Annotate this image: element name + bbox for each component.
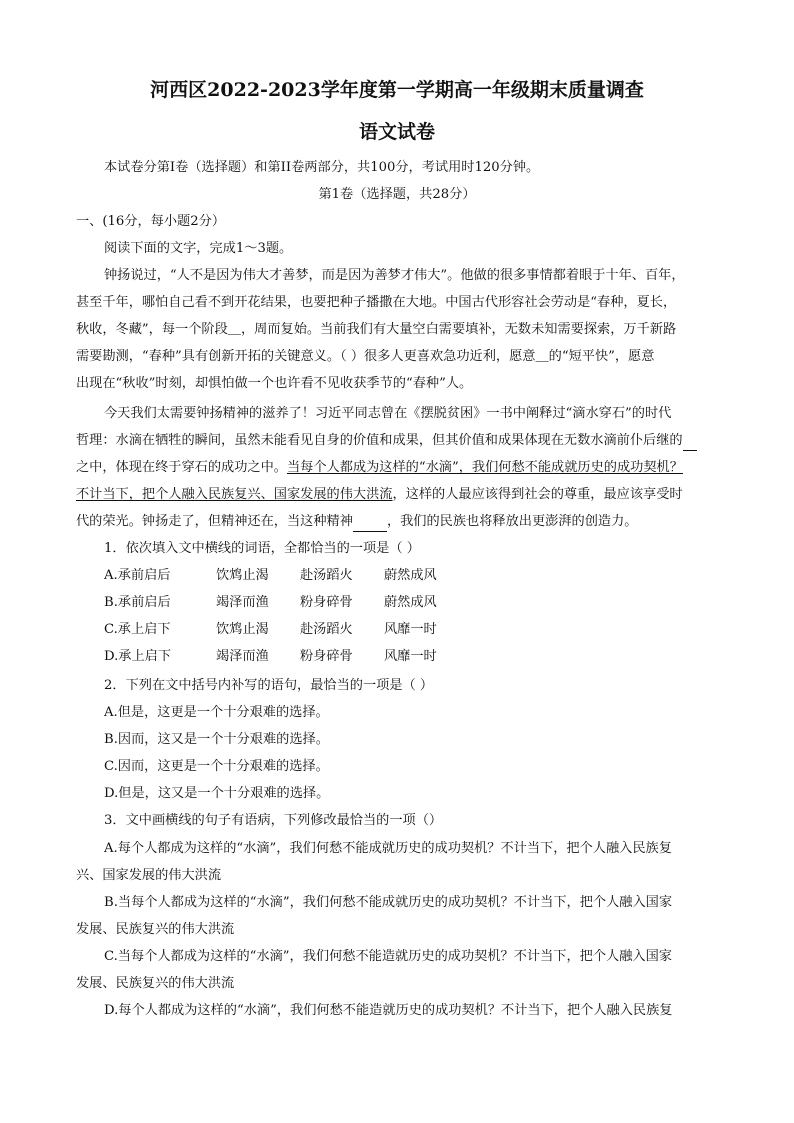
passage-p1-line2: 甚至千年，哪怕自己看不到开花结果，也要把种子播撒在大地。中国古代形容社会劳动是“春种，夏长， xyxy=(76,295,677,310)
passage-p2-line5-text-a: 代的荣光。钟扬走了，但精神还在，当这种精神 xyxy=(76,514,353,529)
q1-b-col4: 蔚然成风 xyxy=(384,595,437,610)
q1-a-col2: 饮鸩止渴 xyxy=(216,568,269,583)
q2-option-b: B.因而，这又是一个十分艰难的选择。 xyxy=(104,732,329,747)
exam-note: 本试卷分第I卷（选择题）和第II卷两部分，共100分，考试用时120分钟。 xyxy=(104,160,540,175)
q1-a-col3: 赴汤蹈火 xyxy=(300,568,353,583)
q1-d-col2: 竭泽而渔 xyxy=(216,649,269,664)
q1-a-col1: A.承前启后 xyxy=(104,568,171,583)
passage-p1-line3: 秋收，冬藏”，每一个阶段＿，周而复始。当前我们有大量空白需要填补，无数未知需要探索，万千新路 xyxy=(76,322,677,337)
fill-blank xyxy=(683,432,697,451)
passage-p2-line2 xyxy=(76,432,697,451)
q1-b-col3: 粉身碎骨 xyxy=(300,595,353,610)
q1-a-col4: 蔚然成风 xyxy=(384,568,437,583)
q1-c-col1: C.承上启下 xyxy=(104,622,171,637)
q1-d-col1: D.承上启下 xyxy=(104,649,172,664)
q2-option-d: D.但是，这又是一个十分艰难的选择。 xyxy=(104,786,330,801)
q1-stem: 1．依次填入文中横线的词语，全都恰当的一项是（ ） xyxy=(104,541,420,556)
passage-p2-line4-text: ，这样的人最应该得到社会的尊重，最应该享受时 xyxy=(392,487,683,502)
passage-p2-line3-text: 之中，体现在终于穿石的成功之中。 xyxy=(76,460,287,475)
q2-option-c: C.因而，这更是一个十分艰难的选择。 xyxy=(104,759,329,774)
underlined-sentence-part1: 当每个人都成为这样的“水滴”，我们何愁不能成就历史的成功契机？ xyxy=(287,460,683,475)
q3-option-d-line1: D.每个人都成为这样的“水滴”，我们何愁不能造就历史的成功契机？不计当下，把个人融入民族复 xyxy=(104,1003,673,1018)
q3-option-b-line2: 发展、民族复兴的伟大洪流 xyxy=(76,922,235,937)
passage-p2-line3 xyxy=(76,459,683,477)
q3-option-c-line2: 发展、民族复兴的伟大洪流 xyxy=(76,976,235,991)
q1-b-col1: B.承前启后 xyxy=(104,595,171,610)
q3-option-c-line1: C.当每个人都成为这样的“水滴”，我们何愁不能造就历史的成功契机？不计当下，把个人融入国家 xyxy=(104,949,672,964)
q3-stem: 3．文中画横线的句子有语病，下列修改最恰当的一项（） xyxy=(104,813,443,828)
q1-c-col2: 饮鸩止渴 xyxy=(216,622,269,637)
fill-blank xyxy=(353,513,387,532)
underlined-sentence-part2: 不计当下，把个人融入民族复兴、国家发展的伟大洪流 xyxy=(76,487,393,502)
passage-p2-line1: 今天我们太需要钟扬精神的滋养了！习近平同志曾在《摆脱贫困》一书中阐释过“滴水穿石”的时代 xyxy=(104,406,672,421)
reading-instruction: 阅读下面的文字，完成1～3题。 xyxy=(104,241,293,256)
passage-p1-line5: 出现在“秋收”时刻，却惧怕做一个也许看不见收获季节的“春种”人。 xyxy=(76,376,473,391)
q2-option-a: A.但是，这更是一个十分艰难的选择。 xyxy=(104,705,329,720)
passage-p2-line4 xyxy=(76,486,683,504)
q1-c-col4: 风靡一时 xyxy=(384,622,437,637)
q2-stem: 2．下列在文中括号内补写的语句，最恰当的一项是（ ） xyxy=(104,678,434,693)
passage-p2-line2-text: 哲理：水滴在牺牲的瞬间，虽然未能看见自身的价值和成果，但其价值和成果体现在无数水滴前仆后继的 xyxy=(76,433,683,448)
q1-d-col3: 粉身碎骨 xyxy=(300,649,353,664)
passage-p2-line5-text-b: ，我们的民族也将释放出更澎湃的创造力。 xyxy=(386,514,638,529)
exam-subtitle: 语文试卷 xyxy=(358,121,435,143)
q1-d-col4: 风靡一时 xyxy=(384,649,437,664)
passage-p1-line4: 需要勘测，“春种”具有创新开拓的关键意义。（ ）很多人更喜欢急功近利，愿意＿的“短平快”，愿意 xyxy=(76,349,655,364)
q1-c-col3: 赴汤蹈火 xyxy=(300,622,353,637)
q3-option-a-line1: A.每个人都成为这样的“水滴”，我们何愁不能成就历史的成功契机？不计当下，把个人融入民族复 xyxy=(104,841,672,856)
section-heading: 一、(16分，每小题2分） xyxy=(76,214,226,229)
q3-option-b-line1: B.当每个人都成为这样的“水滴”，我们何愁不能成就历史的成功契机？不计当下，把个人融入国家 xyxy=(104,895,673,910)
q1-b-col2: 竭泽而渔 xyxy=(216,595,269,610)
passage-p2-line5 xyxy=(76,513,638,532)
part-heading: 第1卷（选择题，共28分） xyxy=(318,187,476,202)
exam-title: 河西区2022-2023学年度第一学期高一年级期末质量调查 xyxy=(150,79,644,101)
q3-option-a-line2: 兴、国家发展的伟大洪流 xyxy=(76,868,222,883)
passage-p1-line1: 钟扬说过，“人不是因为伟大才善梦，而是因为善梦才伟大”。他做的很多事情都着眼于十年、百年， xyxy=(104,268,685,283)
